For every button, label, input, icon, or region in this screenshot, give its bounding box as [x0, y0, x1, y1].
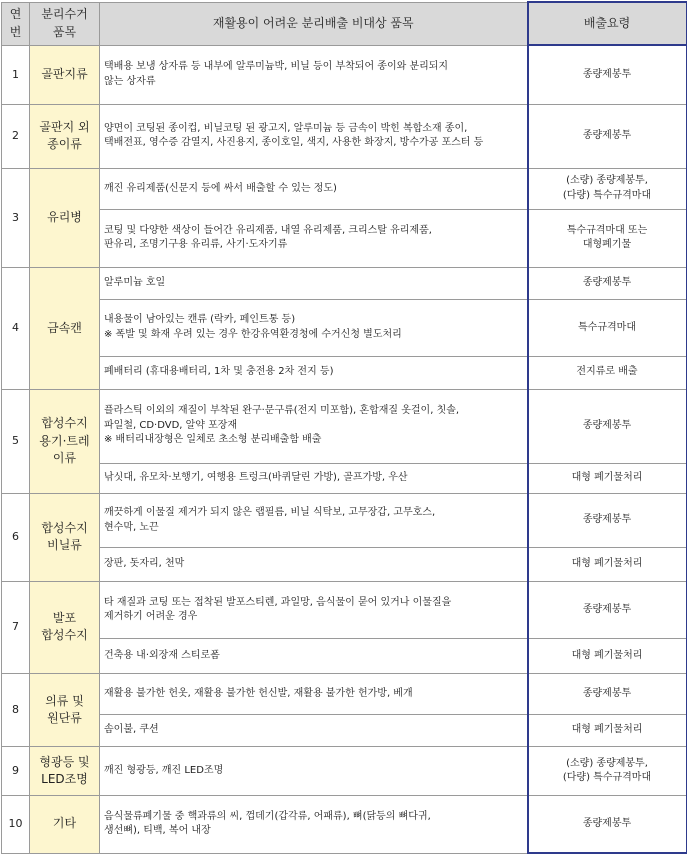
item-description-line: 플라스틱 이외의 재질이 부착된 완구·문구류(전지 미포함), 혼합재질 옷걸이, 칫솔,	[104, 405, 460, 417]
item-description-line: 택배용 보냉 상자류 등 내부에 알루미늄박, 비닐 등이 부착되어 종이와 분리되지	[104, 61, 449, 73]
item-description-line: 낚싯대, 유모차·보행기, 여행용 트렁크(바퀴달린 가방), 골프가방, 우산	[104, 471, 408, 483]
item-description-line: ※ 폭발 및 화재 우려 있는 경우 한강유역환경청에 수거신청 별도처리	[104, 328, 402, 340]
item-description	[100, 673, 528, 714]
row-number: 10	[2, 795, 30, 853]
category-label: 비닐류	[47, 538, 82, 553]
item-description-line: 택배전표, 영수증 감열지, 사진용지, 종이호일, 색지, 사용한 화장지, 방수가공 포스터 등	[104, 137, 484, 149]
disposal-method	[528, 299, 687, 356]
disposal-method-line: 대형 폐기물처리	[571, 558, 643, 570]
category-cell	[30, 673, 100, 747]
category-cell	[30, 389, 100, 493]
item-description	[100, 581, 528, 639]
table-row	[2, 210, 687, 268]
item-description-line: 깨진 형광등, 깨진 LED조명	[104, 764, 224, 776]
table-row	[2, 493, 687, 548]
disposal-method	[528, 463, 687, 493]
table-row	[2, 389, 687, 463]
item-description-line: 내용물이 남아있는 캔류 (락카, 페인트통 등)	[104, 314, 296, 326]
category-label: 종이류	[47, 137, 82, 152]
header-method: 배출요령	[528, 2, 687, 45]
table-row	[2, 715, 687, 747]
item-description-line: 파일철, CD·DVD, 알약 포장재	[104, 419, 238, 431]
item-description	[100, 795, 528, 853]
table-row	[2, 673, 687, 714]
item-description-line: 건축용 내·외장재 스티로폼	[104, 649, 220, 661]
item-description-line: 현수막, 노끈	[104, 521, 159, 533]
item-description	[100, 747, 528, 795]
item-description	[100, 356, 528, 389]
disposal-method-line: (소량) 종량제봉투,	[566, 175, 648, 187]
row-number: 3	[2, 168, 30, 267]
header-item: 재활용이 어려운 분리배출 비대상 품목	[100, 2, 528, 45]
category-label: 형광등 및	[39, 754, 90, 769]
disposal-method-line: (다량) 특수규격마대	[562, 189, 652, 201]
row-number: 7	[2, 581, 30, 673]
table-row	[2, 548, 687, 581]
disposal-method-line: 종량제봉투	[582, 603, 632, 615]
disposal-method-line: 대형폐기물	[582, 239, 632, 251]
row-number: 4	[2, 267, 30, 389]
table-body	[2, 45, 687, 853]
disposal-method	[528, 673, 687, 714]
disposal-method-line: 종량제봉투	[582, 277, 632, 289]
header-row	[2, 2, 687, 45]
disposal-table	[1, 1, 687, 854]
disposal-method	[528, 581, 687, 639]
row-number: 9	[2, 747, 30, 795]
disposal-method	[528, 795, 687, 853]
table-row	[2, 105, 687, 169]
row-number: 2	[2, 105, 30, 169]
item-description-line: 않는 상자류	[104, 75, 156, 87]
disposal-method-line: 종량제봉투	[582, 514, 632, 526]
category-cell	[30, 267, 100, 389]
item-description	[100, 267, 528, 299]
item-description-line: 코팅 및 다양한 색상이 들어간 유리제품, 내열 유리제품, 크리스탈 유리제품,	[104, 224, 432, 236]
item-description-line: 생선뼈), 티백, 복어 내장	[104, 825, 211, 837]
category-label: 발포	[52, 610, 77, 625]
disposal-method-line: (다량) 특수규격마대	[562, 772, 652, 784]
category-label: 합성수지	[41, 520, 88, 535]
category-cell	[30, 581, 100, 673]
disposal-method	[528, 389, 687, 463]
item-description	[100, 299, 528, 356]
item-description	[100, 548, 528, 581]
category-label: 골판지류	[41, 67, 88, 82]
table-row	[2, 299, 687, 356]
item-description-line: 양면이 코팅된 종이컵, 비닐코팅 된 광고지, 알루미늄 등 금속이 박힌 복합소재 종이,	[104, 122, 468, 134]
item-description	[100, 493, 528, 548]
category-label: 합성수지	[41, 416, 88, 431]
category-label: 금속캔	[47, 320, 82, 335]
item-description-line: 깨끗하게 이물질 제거가 되지 않은 랩필름, 비닐 식탁보, 고무장갑, 고무호스,	[104, 507, 436, 519]
category-label: LED조명	[41, 772, 88, 787]
category-cell	[30, 105, 100, 169]
disposal-method-line: 종량제봉투	[582, 687, 632, 699]
disposal-method-line: 종량제봉투	[582, 68, 632, 80]
disposal-method	[528, 493, 687, 548]
category-label: 기타	[52, 816, 77, 831]
header-number: 연번	[2, 2, 30, 45]
item-description-line: 판유리, 조명기구용 유리류, 사기·도자기류	[104, 239, 288, 251]
disposal-method-line: 대형 폐기물처리	[571, 649, 643, 661]
item-description	[100, 639, 528, 673]
table-row	[2, 639, 687, 673]
disposal-method-line: 종량제봉투	[582, 130, 632, 142]
disposal-method	[528, 548, 687, 581]
disposal-method-line: 전지류로 배출	[576, 366, 638, 378]
item-description-line: 알루미늄 호일	[104, 277, 166, 289]
table-row	[2, 581, 687, 639]
disposal-method	[528, 639, 687, 673]
category-label: 골판지 외	[39, 120, 90, 134]
disposal-method	[528, 356, 687, 389]
disposal-method	[528, 747, 687, 795]
row-number: 6	[2, 493, 30, 581]
item-description	[100, 715, 528, 747]
table-row	[2, 267, 687, 299]
item-description-line: ※ 배터리내장형은 일체로 초소형 분리배출함 배출	[104, 434, 322, 446]
item-description	[100, 45, 528, 105]
disposal-method	[528, 267, 687, 299]
disposal-method	[528, 45, 687, 105]
category-cell	[30, 795, 100, 853]
table-row	[2, 747, 687, 795]
disposal-method-line: 종량제봉투	[582, 817, 632, 829]
category-label: 의류 및	[45, 693, 84, 708]
row-number: 5	[2, 389, 30, 493]
category-cell	[30, 168, 100, 267]
disposal-method-line: 종량제봉투	[582, 419, 632, 431]
disposal-method-line: 특수규격마대	[578, 321, 636, 333]
category-label: 유리병	[47, 209, 82, 224]
disposal-method-line: 대형 폐기물처리	[571, 471, 643, 483]
category-cell	[30, 747, 100, 795]
category-cell	[30, 493, 100, 581]
disposal-method-line: 대형 폐기물처리	[571, 724, 643, 736]
header-category-line: 품목	[52, 24, 77, 39]
table-row	[2, 356, 687, 389]
item-description	[100, 105, 528, 169]
item-description	[100, 463, 528, 493]
disposal-method	[528, 105, 687, 169]
item-description-line: 솜이불, 쿠션	[104, 724, 159, 736]
disposal-method-line: (소량) 종량제봉투,	[566, 757, 648, 769]
category-label: 이류	[52, 451, 77, 466]
category-cell	[30, 45, 100, 105]
item-description	[100, 389, 528, 463]
table-row	[2, 795, 687, 853]
category-label: 합성수지	[41, 628, 88, 643]
disposal-method	[528, 715, 687, 747]
item-description-line: 타 재질과 코팅 또는 접착된 발포스티렌, 과일망, 음식물이 묻어 있거나 이물질을	[104, 596, 452, 608]
item-description-line: 제거하기 어려운 경우	[104, 611, 198, 623]
table-row	[2, 463, 687, 493]
category-label: 원단류	[47, 710, 82, 725]
disposal-method-line: 특수규격마대 또는	[566, 224, 648, 236]
table-row	[2, 168, 687, 209]
item-description-line: 폐배터리 (휴대용배터리, 1차 및 충전용 2차 전지 등)	[104, 366, 334, 378]
item-description-line: 음식물류폐기물 중 핵과류의 씨, 껍데기(갑각류, 어패류), 뼈(닭등의 뼈다귀,	[104, 810, 431, 822]
table-row	[2, 45, 687, 105]
category-label: 용기·트레	[39, 433, 90, 448]
item-description	[100, 210, 528, 268]
row-number: 8	[2, 673, 30, 747]
disposal-method	[528, 168, 687, 209]
item-description-line: 재활용 불가한 헌옷, 재활용 불가한 헌신발, 재활용 불가한 헌가방, 베개	[104, 687, 413, 699]
header-category	[30, 2, 100, 45]
header-category-line: 분리수거	[41, 7, 88, 22]
row-number: 1	[2, 45, 30, 105]
item-description-line: 깨진 유리제품(신문지 등에 싸서 배출할 수 있는 정도)	[104, 182, 337, 194]
item-description-line: 장판, 돗자리, 천막	[104, 558, 185, 570]
item-description	[100, 168, 528, 209]
disposal-method	[528, 210, 687, 268]
